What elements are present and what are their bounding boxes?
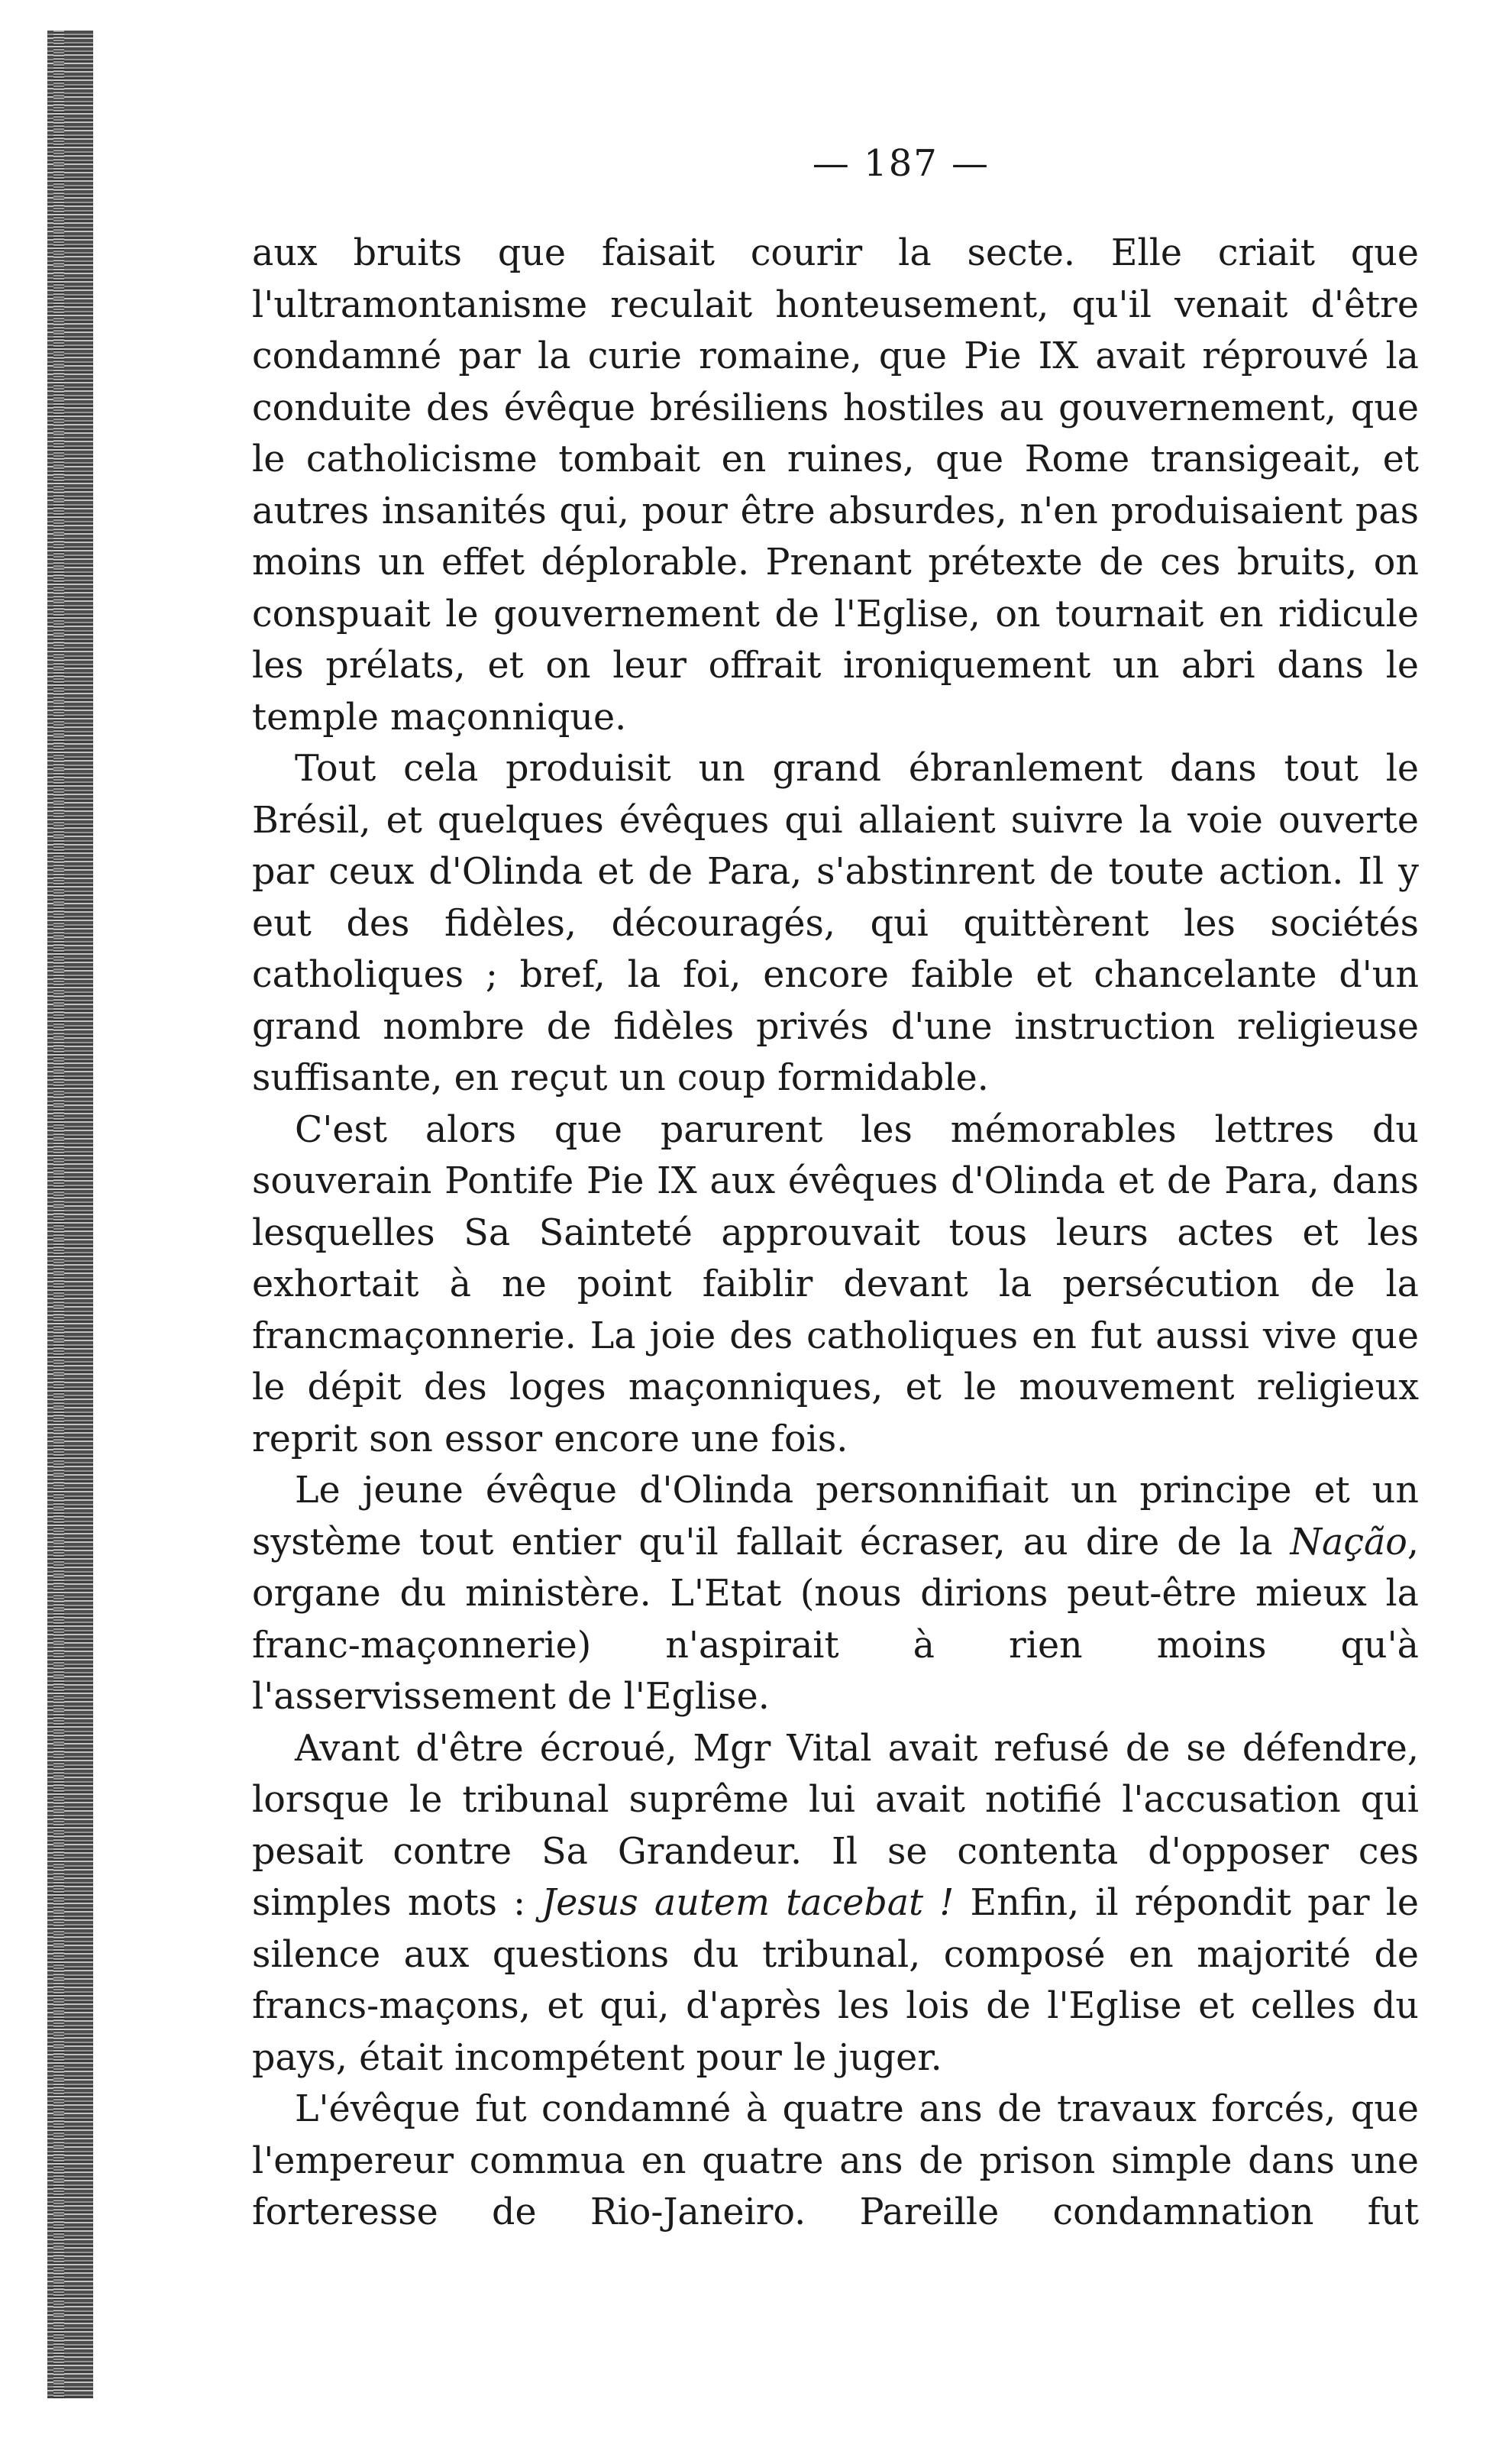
paragraph-5-text-start: Avant d'être écroué, Mgr Vital avait refusé de se défendre, lorsque le tribunal suprême lui avait notifié l'accusation qui pesait contre Sa Grandeur. Il se contenta d'opposer ces simples mots : <box>252 1727 1419 1924</box>
paragraph-4-text-start: Le jeune évêque d'Olinda personnifiait un principe et un système tout entier qu'il fallait écraser, au dire de la <box>252 1470 1419 1563</box>
body-text <box>252 228 1419 2239</box>
paragraph-4 <box>252 1465 1419 1723</box>
page-binding-edge <box>47 31 93 2398</box>
page-number: — 187 — <box>812 142 990 185</box>
latin-quotation: Jesus autem tacebat ! <box>541 1882 955 1924</box>
paragraph-4-text-end: , organe du ministère. L'Etat (nous dirions peut-être mieux la franc-maçonnerie) n'aspirait à rien moins qu'à l'asservissement de l'Eglise. <box>252 1521 1419 1718</box>
paragraph-5 <box>252 1723 1419 2084</box>
paragraph-5-text-end: Enfin, il répondit par le silence aux questions du tribunal, composé en majorité de francs-maçons, et qui, d'après les lois de l'Eglise et celles du pays, était incompétent pour le juger. <box>252 1882 1419 2079</box>
newspaper-title: Nação <box>1290 1521 1407 1563</box>
paragraph-3: C'est alors que parurent les mémorables lettres du souverain Pontife Pie IX aux évêques d'Olinda et de Para, dans lesquelles Sa Sainteté approuvait tous leurs actes et les exhortait à ne point faiblir devant la persécution de la francmaçonnerie. La joie des catholiques en fut aussi vive que le dépit des loges maçonniques, et le mouvement religieux reprit son essor encore une fois. <box>252 1108 1419 1460</box>
paragraph-1: aux bruits que faisait courir la secte. Elle criait que l'ultramontanisme reculait honteusement, qu'il venait d'être condamné par la curie romaine, que Pie IX avait réprouvé la conduite des évêque brésiliens hostiles au gouvernement, que le catholicisme tombait en ruines, que Rome transigeait, et autres insanités qui, pour être absurdes, n'en produisaient pas moins un effet déplorable. Prenant prétexte de ces bruits, on conspuait le gouvernement de l'Eglise, on tournait en ridicule les prélats, et on leur offrait ironiquement un abri dans le temple maçonnique. <box>252 232 1419 739</box>
paragraph-2: Tout cela produisit un grand ébranlement dans tout le Brésil, et quelques évêques qui allaient suivre la voie ouverte par ceux d'Olinda et de Para, s'abstinrent de toute action. Il y eut des fidèles, découragés, qui quittèrent les sociétés catholiques ; bref, la foi, encore faible et chancelante d'un grand nombre de fidèles privés d'une instruction religieuse suffisante, en reçut un coup formidable. <box>252 748 1419 1099</box>
paragraph-6: L'évêque fut condamné à quatre ans de travaux forcés, que l'empereur commua en quatre ans de prison simple dans une forteresse de Rio-Janeiro. Pareille condamnation fut <box>252 2088 1419 2233</box>
